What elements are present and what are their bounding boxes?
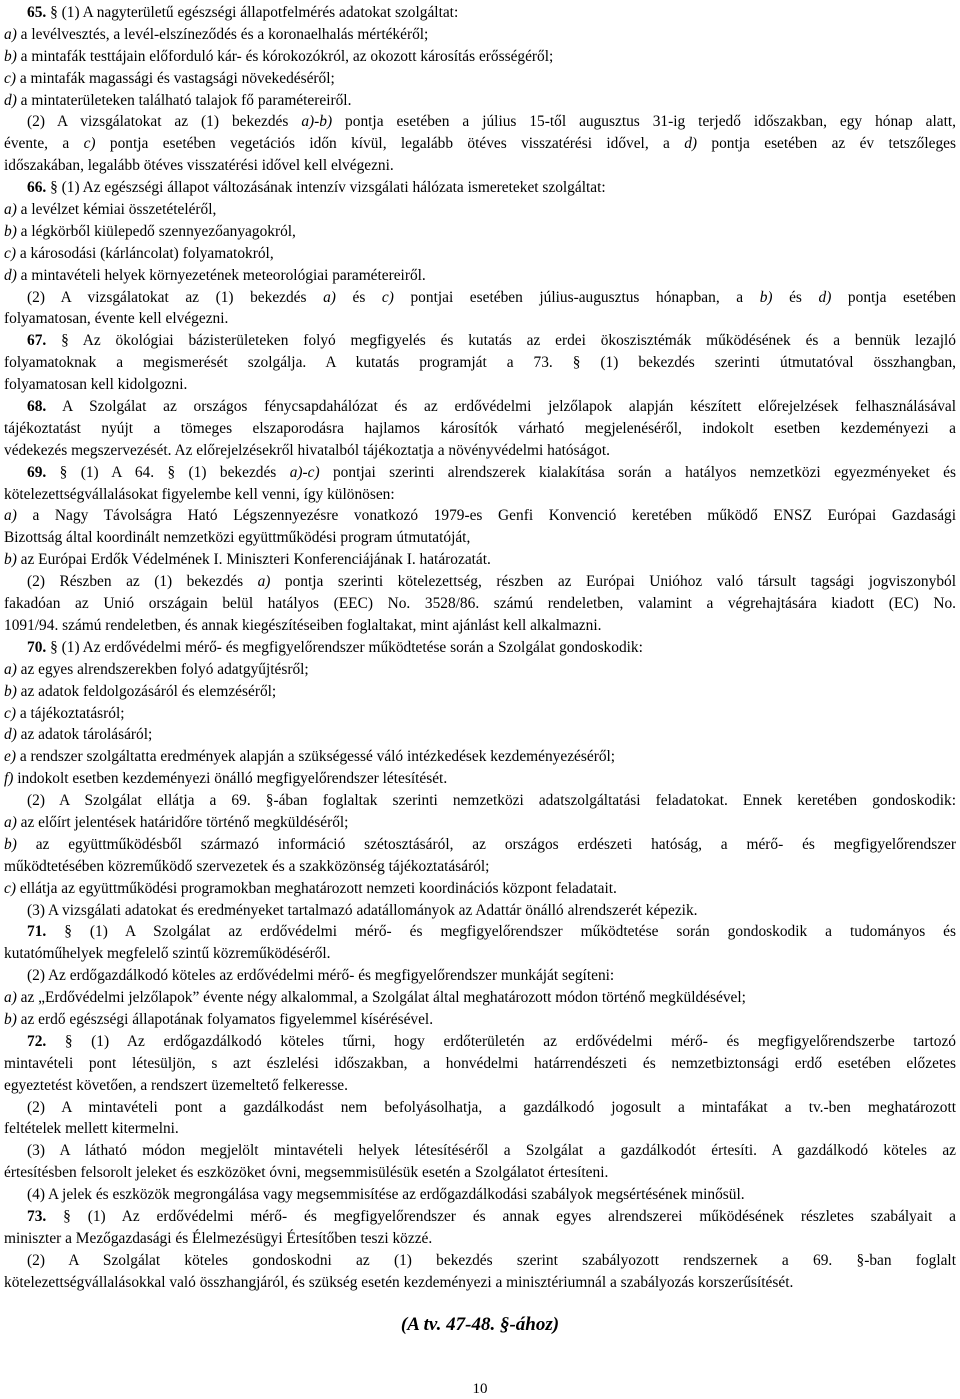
text-line bbox=[4, 703, 956, 725]
text-run: kutatóműhelyek megfelelő szintű közreműködéséről. bbox=[4, 945, 331, 963]
text-run: mintavételi pont létesüljön, s azt észlelési időszakban, a honvédelmi határrendészeti és nemzetbiztonsági erdő esetében előzetes bbox=[4, 1054, 956, 1072]
text-run: a károsodási (kárláncolat) folyamatokról, bbox=[15, 244, 274, 262]
section-number: 67. bbox=[27, 332, 47, 350]
list-marker: f) bbox=[4, 770, 14, 788]
text-run: az adatok feldolgozásáról és elemzéséről; bbox=[16, 682, 277, 700]
list-marker: c) bbox=[4, 69, 16, 87]
text-line bbox=[4, 46, 956, 68]
text-run: pontjai szerinti alrendszerek kialakítása során a hatályos nemzetközi egyezményeket és bbox=[319, 463, 956, 481]
section-number: 69. bbox=[27, 463, 47, 481]
list-marker: a) bbox=[4, 201, 17, 219]
text-run: a levélvesztés, a levél-elszíneződés és a koronaelhalás mértékéről; bbox=[16, 25, 429, 43]
section-number: 70. bbox=[27, 638, 47, 656]
text-run: § (1) A 64. § (1) bekezdés bbox=[46, 463, 290, 481]
text-run: pontja esetében vegetációs időn kívül, legalább ötéves visszatérési idővel, a bbox=[95, 135, 685, 153]
text-line bbox=[4, 527, 956, 549]
text-line bbox=[4, 1118, 956, 1140]
text-run: a mintavételi helyek környezetének meteorológiai paramétereiről. bbox=[16, 266, 426, 284]
list-marker: b) bbox=[759, 288, 773, 306]
text-line bbox=[4, 462, 956, 484]
text-run: és bbox=[335, 288, 382, 306]
text-run: § Az ökológiai bázisterületeken folyó megfigyelés és kutatás az erdei ökoszisztémák működésének és a bennük lezajló bbox=[46, 332, 956, 350]
text-run: (2) A vizsgálatokat az (1) bekezdés bbox=[27, 288, 324, 306]
text-line bbox=[4, 1097, 956, 1119]
text-run: (2) Az erdőgazdálkodó köteles az erdővédelmi mérő- és megfigyelőrendszer munkáját segíteni: bbox=[27, 967, 615, 985]
text-line bbox=[4, 1272, 956, 1294]
text-run: (2) A mintavételi pont a gazdálkodást nem befolyásolhatja, a gazdálkodó jogosult a mintafákat a tv.-ben meghatározott bbox=[27, 1098, 956, 1116]
text-run: az előírt jelentések határidőre történő megküldéséről; bbox=[16, 813, 349, 831]
text-line bbox=[4, 856, 956, 878]
text-line bbox=[4, 374, 956, 396]
text-line bbox=[4, 834, 956, 856]
text-line bbox=[4, 987, 956, 1009]
text-run: védekezés megszervezését. Az előrejelzésekről hivatalból tájékoztatja a növényvédelmi hatóságot. bbox=[4, 441, 610, 459]
text-run: a légkörből kiülepedő szennyezőanyagokról, bbox=[16, 222, 296, 240]
text-run: a mintafák testtájain előforduló kár- és kórokozókról, az okozott károsítás erősségéről; bbox=[16, 47, 554, 65]
text-run: (2) A Szolgálat ellátja a 69. §-ában foglaltak szerinti nemzetközi adatszolgáltatási feladatokat. Ennek keretében gondoskodik: bbox=[27, 792, 956, 810]
text-run: miniszter a Mezőgazdasági és Élelmezésügyi Értesítőben teszi közzé. bbox=[4, 1229, 433, 1247]
list-marker: a) bbox=[4, 507, 17, 525]
list-marker: d) bbox=[4, 91, 17, 109]
list-marker: c) bbox=[381, 288, 394, 306]
text-line bbox=[4, 418, 956, 440]
text-line bbox=[4, 593, 956, 615]
text-line bbox=[4, 790, 956, 812]
text-line bbox=[4, 199, 956, 221]
text-run: évente, a bbox=[4, 135, 84, 153]
text-line bbox=[4, 177, 956, 199]
text-line bbox=[4, 659, 956, 681]
text-line bbox=[4, 221, 956, 243]
text-line bbox=[4, 1162, 956, 1184]
text-run: (3) A vizsgálati adatokat és eredményeket tartalmazó adatállományok az Adattár önálló alrendszerét képezik. bbox=[27, 901, 698, 919]
text-run: kötelezettségvállalásokkal való összhangjáról, és szükség esetén kezdeményezi a minisztériumnál a szabályozás korszerűsítését. bbox=[4, 1273, 794, 1291]
text-line bbox=[4, 24, 956, 46]
text-run: folyamatosan kell kidolgozni. bbox=[4, 376, 188, 394]
text-run: az adatok tárolásáról; bbox=[16, 726, 153, 744]
text-run: § (1) Az erdővédelmi mérő- és megfigyelőrendszer és annak egyes alrendszerei működésének részletes szabályait a bbox=[46, 1207, 956, 1225]
list-marker: a)-b) bbox=[301, 113, 333, 131]
text-run: § (1) Az egészségi állapot változásának intenzív vizsgálati hálózata ismereteket szolgáltat: bbox=[46, 179, 606, 197]
list-marker: d) bbox=[818, 288, 832, 306]
text-line bbox=[4, 1053, 956, 1075]
list-marker: b) bbox=[4, 682, 17, 700]
text-line bbox=[4, 396, 956, 418]
text-line bbox=[4, 681, 956, 703]
text-line bbox=[4, 746, 956, 768]
text-run: (2) A vizsgálatokat az (1) bekezdés bbox=[27, 113, 302, 131]
text-line bbox=[4, 1140, 956, 1162]
text-line bbox=[4, 900, 956, 922]
text-run: folyamatoknak a megismerését szolgálja. A kutatás programját a 73. § (1) bekezdés szerinti útmutatóval összhangban, bbox=[4, 354, 956, 372]
list-marker: d) bbox=[4, 726, 17, 744]
text-run: és bbox=[772, 288, 819, 306]
text-run: az egyes alrendszerekben folyó adatgyűjtésről; bbox=[16, 660, 309, 678]
text-run: tájékoztatást nyújt a tömeges elszaporodásra hajlamos károsítók várható megjelenéséről, indokolt esetben kezdeményezi a bbox=[4, 419, 956, 437]
text-run: § (1) A nagyterületű egészségi állapotfelmérés adatokat szolgáltat: bbox=[46, 4, 459, 21]
text-line bbox=[4, 111, 956, 133]
text-run: a tájékoztatásról; bbox=[15, 704, 125, 722]
list-marker: c) bbox=[4, 244, 16, 262]
text-line bbox=[4, 943, 956, 965]
text-line bbox=[4, 90, 956, 112]
text-run: (4) A jelek és eszközök megrongálása vagy megsemmisítése az erdőgazdálkodási szabályok megsértésének minősül. bbox=[27, 1186, 745, 1204]
section-reference: (A tv. 47-48. §-ához) bbox=[400, 1313, 560, 1335]
text-line bbox=[4, 637, 956, 659]
list-marker: a) bbox=[323, 288, 336, 306]
text-run: ellátja az együttműködési programokban meghatározott nemzeti koordinációs központ feladatait. bbox=[15, 879, 617, 897]
list-marker: d) bbox=[4, 266, 17, 284]
text-line bbox=[4, 549, 956, 571]
list-marker: a) bbox=[4, 660, 17, 678]
text-run: az erdő egészségi állapotának folyamatos figyelemmel kísérésével. bbox=[16, 1010, 434, 1028]
list-marker: c) bbox=[83, 135, 96, 153]
text-run: pontja szerinti kötelezettség, részben az Európai Unióhoz való társult tagsági jogviszonyból bbox=[270, 573, 956, 591]
text-line bbox=[4, 768, 956, 790]
text-line bbox=[4, 133, 956, 155]
text-line bbox=[4, 724, 956, 746]
list-marker: d) bbox=[684, 135, 698, 153]
text-run: az együttműködésből származó információ szétosztásáról, az országos erdészeti hatóság, a mérő- és megfigyelőrendszer bbox=[16, 835, 956, 853]
text-run: kötelezettségvállalásokat figyelembe kell venni, így különösen: bbox=[4, 485, 395, 503]
list-marker: b) bbox=[4, 47, 17, 65]
text-run: pontja esetében a július 15-től augusztus 31-ig terjedő időszakban, egy hónap alatt, bbox=[332, 113, 956, 131]
text-line bbox=[4, 965, 956, 987]
text-run: értesítésben felsorolt jeleket és eszközöket óvni, megsemmisülésük esetén a Szolgálatot értesíteni. bbox=[4, 1164, 609, 1182]
section-number: 66. bbox=[27, 179, 47, 197]
text-run: 1091/94. számú rendeletben, és annak kiegészítéseiben foglaltakat, mint ajánlást kell alkalmazni. bbox=[4, 616, 602, 634]
text-run: A Szolgálat az országos fénycsapdahálózat és az erdővédelmi jelzőlapok alapján készített előrejelzések felhasználásával bbox=[46, 398, 956, 416]
section-number: 65. bbox=[27, 4, 47, 21]
text-line bbox=[4, 571, 956, 593]
text-run: működtetésében közreműködő szervezetek és a szakközönség tájékoztatásáról; bbox=[4, 857, 490, 875]
text-line bbox=[4, 505, 956, 527]
list-marker: b) bbox=[4, 222, 17, 240]
text-line bbox=[4, 330, 956, 352]
section-number: 72. bbox=[27, 1032, 47, 1050]
section-number: 68. bbox=[27, 398, 47, 416]
document-page bbox=[4, 2, 956, 1340]
text-run: (2) A Szolgálat köteles gondoskodni az (1) bekezdés szerint szabályozott rendszernek a 69. §-ban foglalt bbox=[27, 1251, 956, 1269]
text-line bbox=[4, 440, 956, 462]
list-marker: b) bbox=[4, 551, 17, 569]
text-line bbox=[4, 1009, 956, 1031]
list-marker: a) bbox=[4, 25, 17, 43]
text-run: pontja esetében bbox=[831, 288, 956, 306]
list-marker: a) bbox=[4, 813, 17, 831]
document-body bbox=[4, 2, 956, 1294]
text-run: az Európai Erdők Védelmének I. Miniszteri Konferenciájának I. határozatát. bbox=[16, 551, 491, 569]
text-run: a rendszer szolgáltatta eredmények alapján a szükségessé váló intézkedések kezdeményezéséről; bbox=[15, 748, 616, 766]
text-run: feltételek mellett kitermelni. bbox=[4, 1120, 179, 1138]
text-run: a mintafák magassági és vastagsági növekedéséről; bbox=[15, 69, 335, 87]
list-marker: c) bbox=[4, 704, 16, 722]
list-marker: c) bbox=[4, 879, 16, 897]
text-line bbox=[4, 1206, 956, 1228]
text-run: folyamatosan, évente kell elvégezni. bbox=[4, 310, 229, 328]
text-run: indokolt esetben kezdeményezi önálló megfigyelőrendszer létesítését. bbox=[13, 770, 448, 788]
text-run: § (1) A Szolgálat az erdővédelmi mérő- és megfigyelőrendszer működtetése során gondoskodik a tudományos és bbox=[46, 923, 956, 941]
list-marker: b) bbox=[4, 835, 17, 853]
text-line bbox=[4, 921, 956, 943]
section-number: 73. bbox=[27, 1207, 47, 1225]
text-run: pontja esetében az év tetszőleges bbox=[697, 135, 956, 153]
text-run: (3) A látható módon megjelölt mintavételi helyek létesítéséről a Szolgálat a gazdálkodót értesíti. A gazdálkodó köteles az bbox=[27, 1142, 956, 1160]
text-line bbox=[4, 155, 956, 177]
text-line bbox=[4, 1031, 956, 1053]
text-line bbox=[4, 243, 956, 265]
list-marker: e) bbox=[4, 748, 16, 766]
text-run: a mintaterületeken található talajok fő paramétereiről. bbox=[16, 91, 352, 109]
text-line bbox=[4, 1075, 956, 1097]
text-line bbox=[4, 1250, 956, 1272]
text-run: az „Erdővédelmi jelzőlapok” évente négy alkalommal, a Szolgálat által meghatározott módon történő megküldésével; bbox=[16, 989, 746, 1007]
page-number: 10 bbox=[472, 1381, 488, 1397]
text-line bbox=[4, 615, 956, 637]
text-run: Bizottság által koordinált nemzetközi együttműködési program útmutatóját, bbox=[4, 529, 471, 547]
text-line bbox=[4, 878, 956, 900]
text-run: a levélzet kémiai összetételéről, bbox=[16, 201, 217, 219]
text-line bbox=[4, 68, 956, 90]
text-run: fakadóan az Unió országain belül hatályos (EEC) No. 3528/86. számú rendeletben, valamint a végrehajtására kiadott (EC) No. bbox=[4, 595, 956, 613]
text-run: egyeztetést követően, a rendszert üzemeltető felkeresse. bbox=[4, 1076, 348, 1094]
list-marker: b) bbox=[4, 1010, 17, 1028]
text-line bbox=[4, 1228, 956, 1250]
text-run: § (1) Az erdővédelmi mérő- és megfigyelőrendszer működtetése során a Szolgálat gondoskodik: bbox=[46, 638, 643, 656]
text-line bbox=[4, 1184, 956, 1206]
list-marker: a)-c) bbox=[289, 463, 320, 481]
text-line bbox=[4, 265, 956, 287]
text-line bbox=[4, 287, 956, 309]
text-line bbox=[4, 2, 956, 24]
text-run: a Nagy Távolságra Ható Légszennyezésre vonatkozó 1979-es Genfi Konvenció keretében működő ENSZ Európai Gazdasági bbox=[16, 507, 956, 525]
text-run: § (1) Az erdőgazdálkodó köteles tűrni, hogy erdőterületén az erdővédelmi mérő- és megfigyelőrendszerbe tartozó bbox=[46, 1032, 956, 1050]
text-line bbox=[4, 484, 956, 506]
text-line bbox=[4, 812, 956, 834]
section-number: 71. bbox=[27, 923, 47, 941]
list-marker: a) bbox=[257, 573, 271, 591]
text-run: (2) Részben az (1) bekezdés bbox=[27, 573, 258, 591]
text-line bbox=[4, 352, 956, 374]
text-line bbox=[4, 308, 956, 330]
list-marker: a) bbox=[4, 989, 17, 1007]
text-run: pontjai esetében július-augusztus hónapban, a bbox=[393, 288, 760, 306]
text-run: időszakában, legalább ötéves visszatérési idővel kell elvégezni. bbox=[4, 157, 394, 175]
